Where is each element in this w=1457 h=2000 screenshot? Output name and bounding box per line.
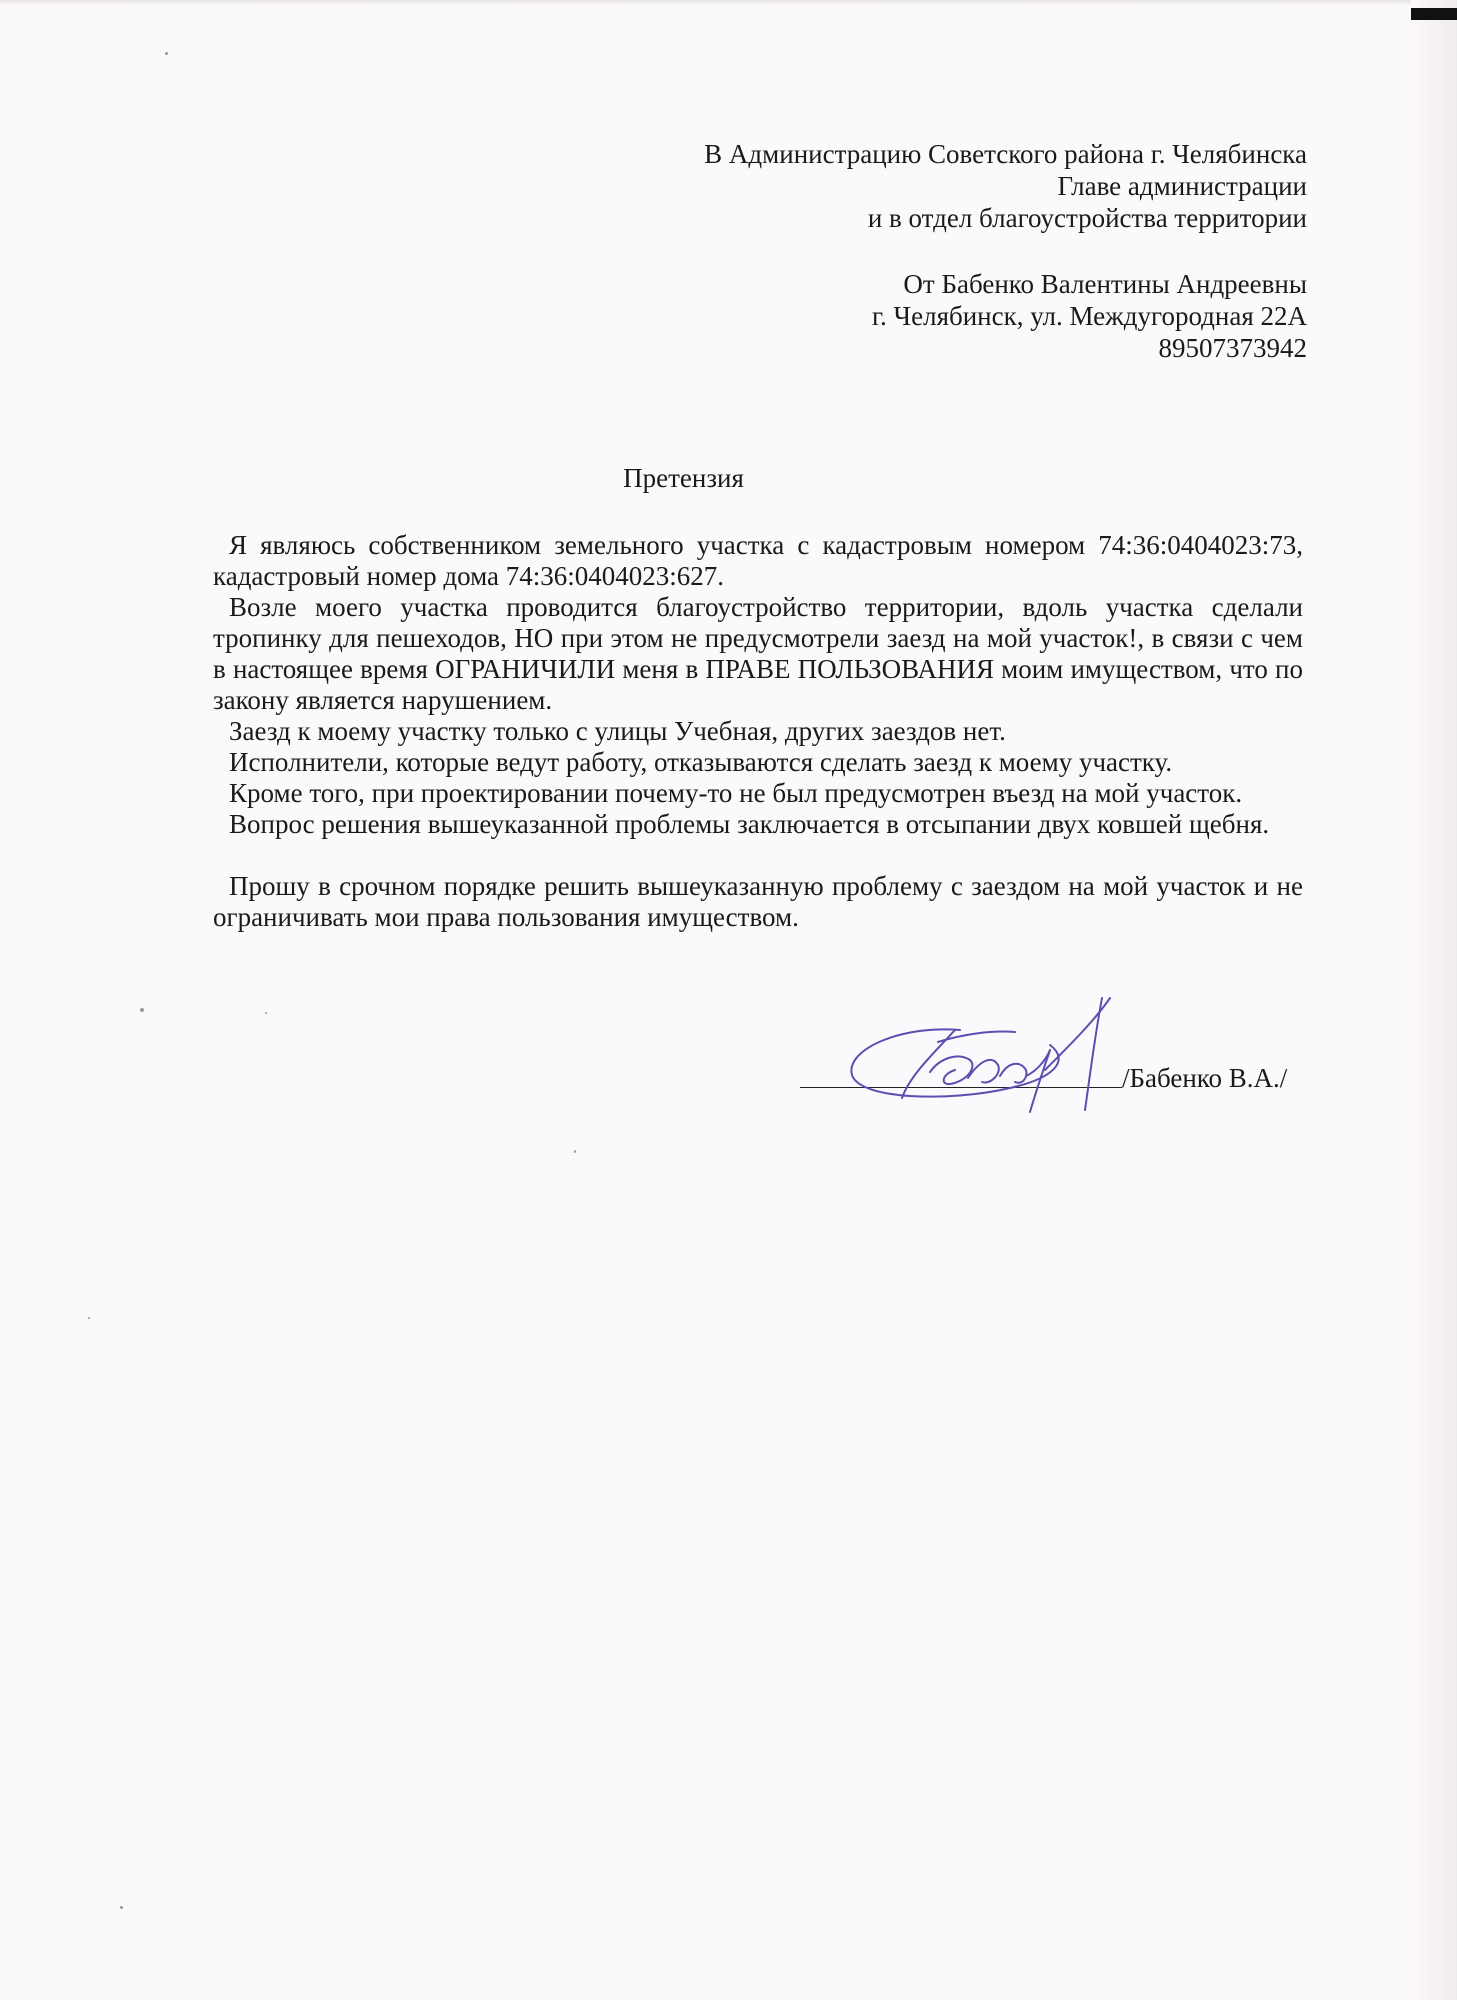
scan-edge-top: [0, 0, 1457, 6]
scan-speck: [574, 1150, 576, 1153]
addressee-line: В Администрацию Советского района г. Челябинска: [704, 139, 1307, 169]
addressee-block: [407, 138, 1307, 234]
scan-edge-right: [1411, 0, 1457, 2000]
signature-block: [800, 990, 1320, 1130]
sender-address: г. Челябинск, ул. Междугородная 22А: [872, 301, 1307, 331]
sender-name: От Бабенко Валентины Андреевны: [903, 269, 1307, 299]
scan-speck: [140, 1008, 144, 1012]
paragraph: Кроме того, при проектировании почему-то не был предусмотрен въезд на мой участок.: [229, 778, 1243, 808]
scan-speck: [88, 1317, 90, 1319]
addressee-line: Главе администрации: [1057, 171, 1307, 201]
paragraph: Вопрос решения вышеуказанной проблемы заключается в отсыпании двух ковшей щебня.: [229, 809, 1270, 839]
document-title: Претензия: [623, 463, 744, 493]
paragraph: Я являюсь собственником земельного участка с кадастровым номером 74:36:0404023:73, кадастровый номер дома 74:36:0404023:627.: [213, 530, 1303, 591]
sender-block: [407, 268, 1307, 364]
paragraph: Исполнители, которые ведут работу, отказываются сделать заезд к моему участку.: [229, 747, 1173, 777]
handwritten-signature: [840, 990, 1140, 1125]
request-paragraph: Прошу в срочном порядке решить вышеуказанную проблему с заездом на мой участок и не ограничивать мои права пользования имуществом.: [213, 871, 1303, 932]
scan-speck: [120, 1906, 123, 1909]
scan-speck: [265, 1012, 267, 1014]
paragraph: Заезд к моему участку только с улицы Учебная, других заездов нет.: [229, 716, 1006, 746]
scan-mark: [1411, 8, 1457, 20]
sender-phone: 89507373942: [1158, 333, 1307, 363]
signature-name: /Бабенко В.А./: [1122, 1063, 1288, 1093]
claim-body: [213, 530, 1303, 933]
addressee-line: и в отдел благоустройства территории: [867, 203, 1307, 233]
paragraph: Возле моего участка проводится благоустройство территории, вдоль участка сделали тропинку для пешеходов, НО при этом не предусмотрели заезд на мой участок!, в связи с чем в настоящее время ОГРАНИЧИЛИ меня в ПРАВЕ ПОЛЬЗОВАНИЯ моим имуществом, что по закону является нарушением.: [213, 592, 1303, 715]
scan-speck: [165, 52, 168, 55]
